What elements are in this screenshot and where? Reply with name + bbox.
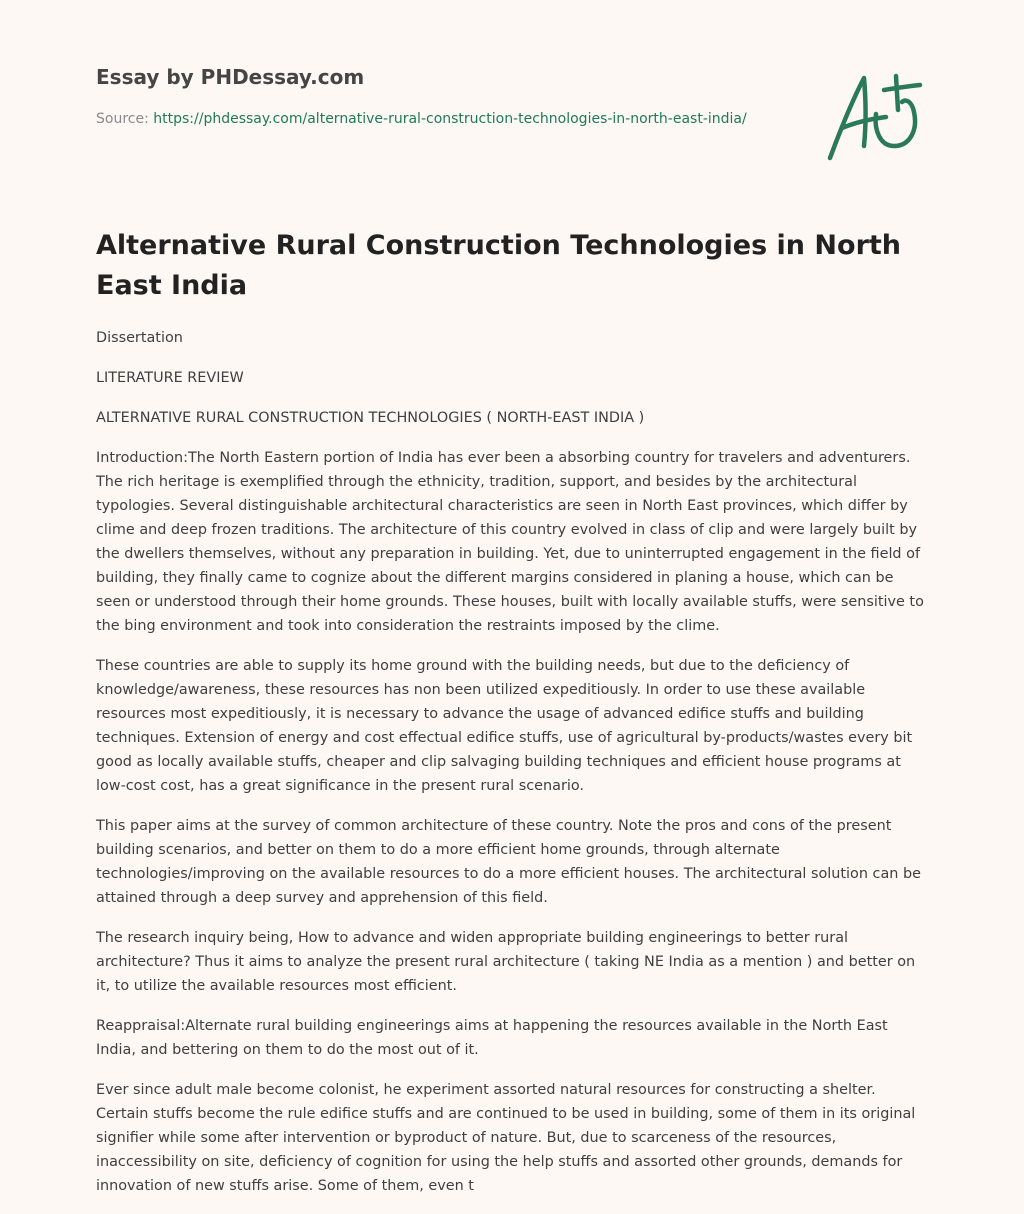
brand-title: Essay by PHDessay.com — [96, 65, 365, 89]
source-label: Source: — [96, 111, 154, 127]
paragraph: Introduction:The North Eastern portion of India has ever been a absorbing country for travelers and adventurers. The rich heritage is exemplified through the ethnicity, tradition, support, and besides by the architectural typologies. Several distinguishable architectural characteristics are seen in North East provinces, which differ by clime and deep frozen traditions. The architecture of this country evolved in class of clip and were largely built by the dwellers themselves, without any preparation in building. Yet, due to uninterrupted engagement in the field of building, they finally came to cognize about the different margins considered in planing a house, which can be seen or understood through their home grounds. These houses, built with locally available stuffs, were sensitive to the bing environment and took into consideration the restraints imposed by the clime. — [96, 450, 924, 634]
a-plus-logo-icon — [820, 66, 930, 166]
paragraph: LITERATURE REVIEW — [96, 370, 244, 386]
paragraph: Ever since adult male become colonist, he experiment assorted natural resources for constructing a shelter. Certain stuffs become the rule edifice stuffs and are continued to be used in building, some of them in its original signifier while some after intervention or byproduct of nature. But, due to scarceness of the resources, inaccessibility on site, deficiency of cognition for using the help stuffs and assorted other grounds, demands for innovation of new stuffs arise. Some of them, even t — [96, 1082, 916, 1194]
header — [96, 62, 776, 130]
paragraph: Reappraisal:Alternate rural building engineerings aims at happening the resources available in the North East India, and bettering on them to do the most out of it. — [96, 1018, 888, 1058]
paragraph: The research inquiry being, How to advance and widen appropriate building engineerings to better rural architecture? Thus it aims to analyze the present rural architecture ( taking NE India as a mention ) and better on it, to utilize the available resources most efficient. — [96, 930, 916, 994]
paragraph: ALTERNATIVE RURAL CONSTRUCTION TECHNOLOGIES ( NORTH-EAST INDIA ) — [96, 410, 645, 426]
source-link[interactable]: https://phdessay.com/alternative-rural-construction-technologies-in-north-east-india/ — [153, 111, 747, 127]
paragraph: These countries are able to supply its home ground with the building needs, but due to the deficiency of knowledge/awareness, these resources has non been utilized expeditiously. In order to use these available resources most expeditiously, it is necessary to advance the usage of advanced edifice stuffs and building techniques. Extension of energy and cost effectual edifice stuffs, use of agricultural by-products/wastes every bit good as locally available stuffs, cheaper and clip salvaging building techniques and efficient house programs at low-cost cost, has a great significance in the present rural scenario. — [96, 658, 913, 794]
paragraph: This paper aims at the survey of common architecture of these country. Note the pros and cons of the present building scenarios, and better on them to do a more efficient home grounds, through alternate technologies/improving on the available resources to do a more efficient houses. The architectural solution can be attained through a deep survey and apprehension of this field. — [96, 818, 921, 906]
paragraph: Dissertation — [96, 330, 183, 346]
page-title: Alternative Rural Construction Technologies in North East India — [96, 230, 902, 301]
source-line — [96, 108, 756, 130]
essay-body — [96, 326, 928, 1214]
